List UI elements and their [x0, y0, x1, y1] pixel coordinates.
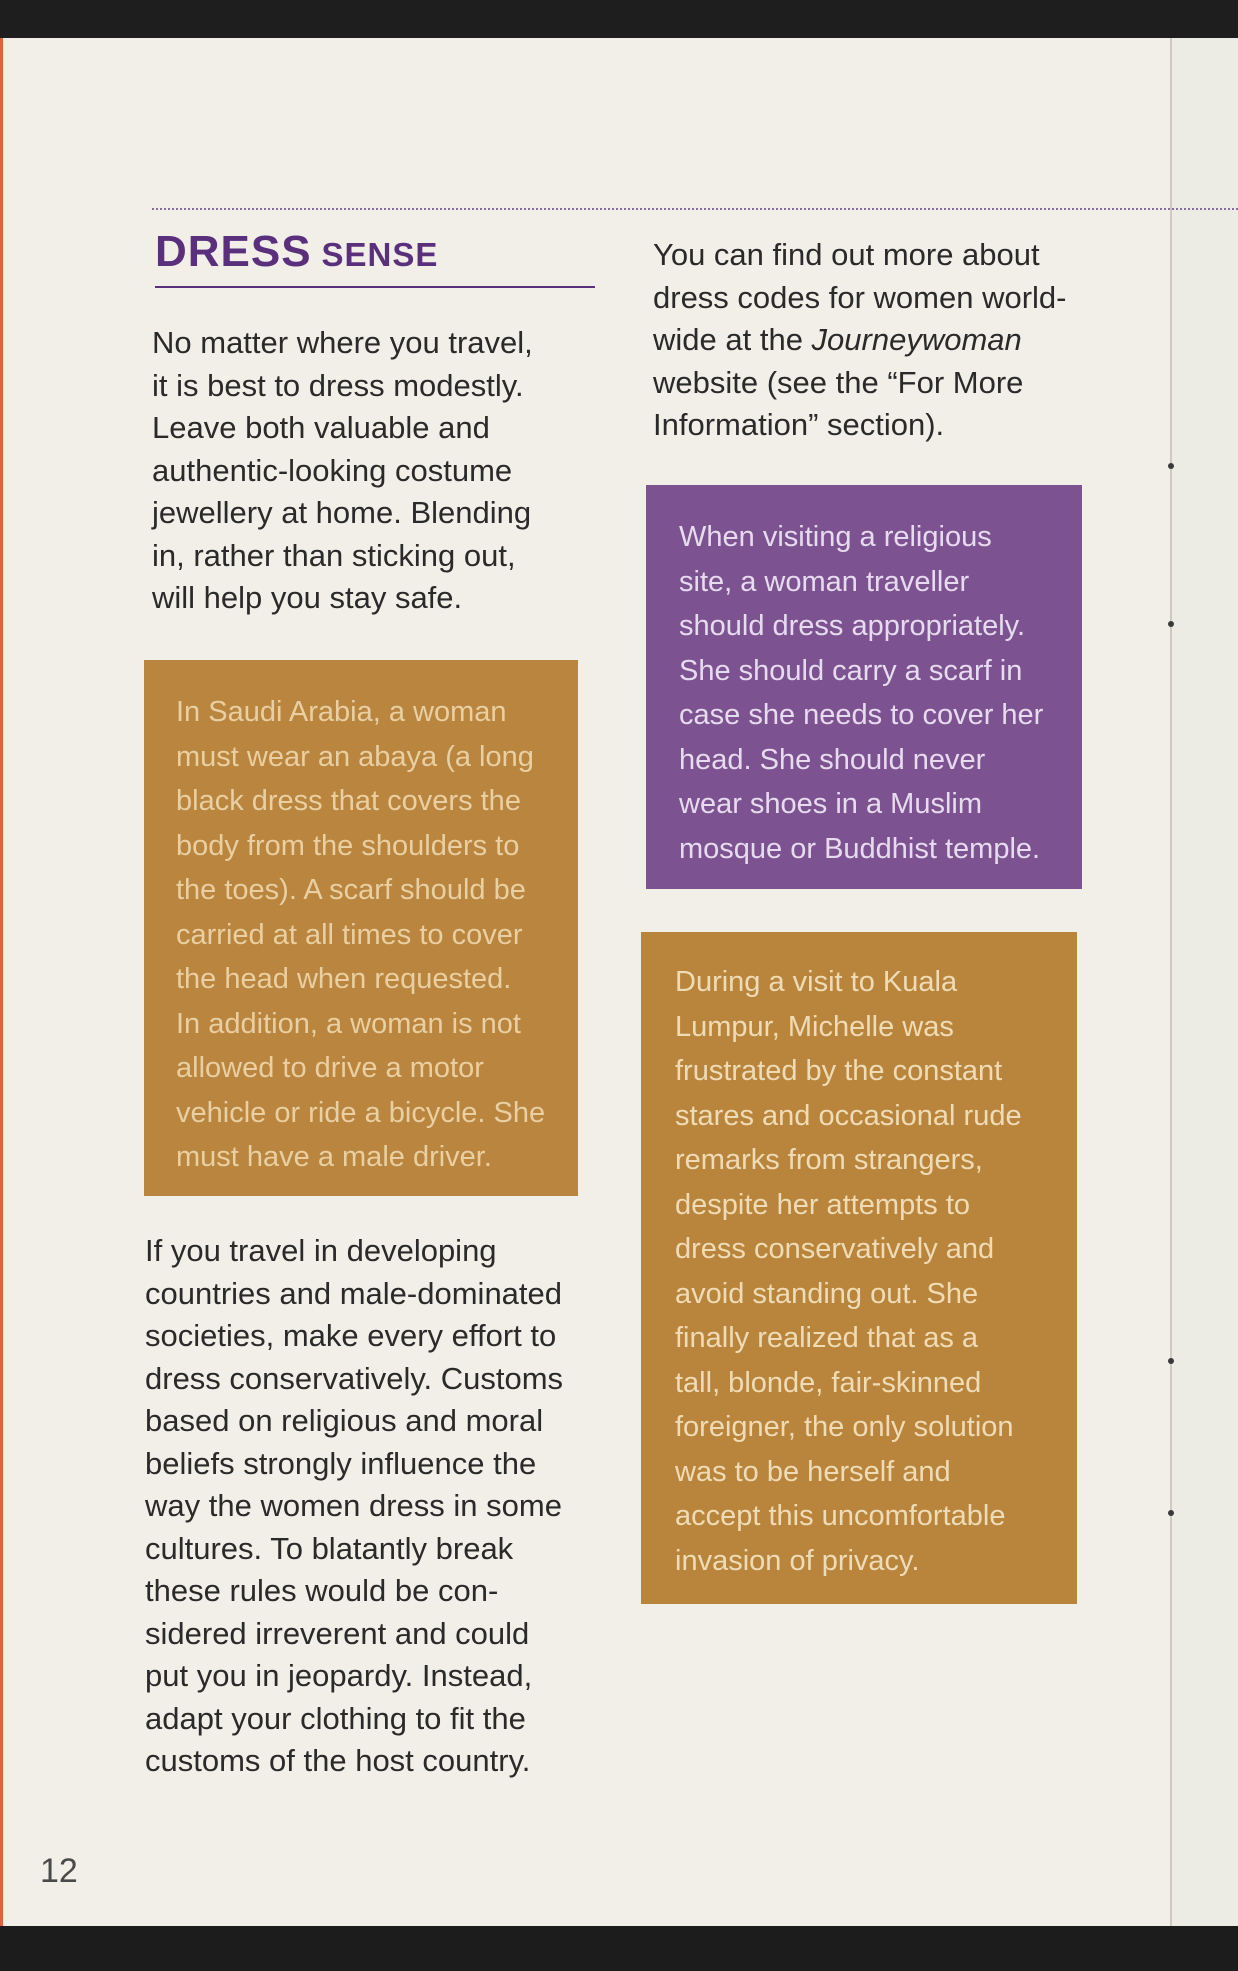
kuala-lumpur-callout: During a visit to Kuala Lumpur, Michelle was frustrated by the constant stares and occasional rude remarks from strangers, despite her attempts to dress conservatively and avoid standing out. She finally realized that as a tall, blonde, fair-skinned foreigner, the only solution was to be herself and accept this uncomfortable invasion of privacy. [641, 932, 1077, 1604]
margin-mark [1168, 621, 1174, 627]
section-heading [155, 227, 595, 276]
adjacent-page-edge [1170, 38, 1238, 1928]
developing-countries-paragraph: If you travel in developing countries and male-dominated societies, make every effort to dress conservatively. Customs based on religious and moral beliefs strongly influence the way the women dress in some cultures. To blatantly break these rules would be con- sidered irreverent and could put you in jeopardy. Instead, adapt your clothing to fit the customs of the host country. [145, 1233, 564, 1778]
heading-word-dress: DRESS [155, 227, 312, 276]
saudi-arabia-callout: In Saudi Arabia, a woman must wear an abaya (a long black dress that covers the body from the shoulders to the toes). A scarf should be carried at all times to cover the head when requested. In addition, a woman is not allowed to drive a motor vehicle or ride a bicycle. She must have a male driver. [144, 660, 578, 1196]
journeywoman-title: Journeywoman [811, 322, 1022, 357]
top-dotted-rule [152, 208, 1238, 210]
margin-mark [1168, 1358, 1174, 1364]
journeywoman-text-after: website (see the “For More Information” section). [653, 364, 1024, 442]
heading-underline [155, 286, 595, 288]
top-background-band [0, 0, 1238, 40]
religious-site-callout: When visiting a religious site, a woman traveller should dress appropriately. She should carry a scarf in case she needs to cover her head. She should never wear shoes in a Muslim mosque or Buddhist temple. [646, 485, 1082, 889]
page-number: 12 [40, 1852, 78, 1890]
journeywoman-paragraph [653, 234, 1103, 447]
heading-word-sense: SENSE [321, 236, 439, 273]
journeywoman-text-before: You can find out more about dress codes for women world- wide at the [653, 237, 1067, 357]
intro-paragraph: No matter where you travel, it is best to dress modestly. Leave both valuable and authentic-looking costume jewellery at home. Blending in, rather than sticking out, will help you stay safe. [152, 325, 533, 615]
margin-mark [1168, 1510, 1174, 1516]
bottom-background-band [0, 1926, 1238, 1971]
margin-mark [1168, 463, 1174, 469]
